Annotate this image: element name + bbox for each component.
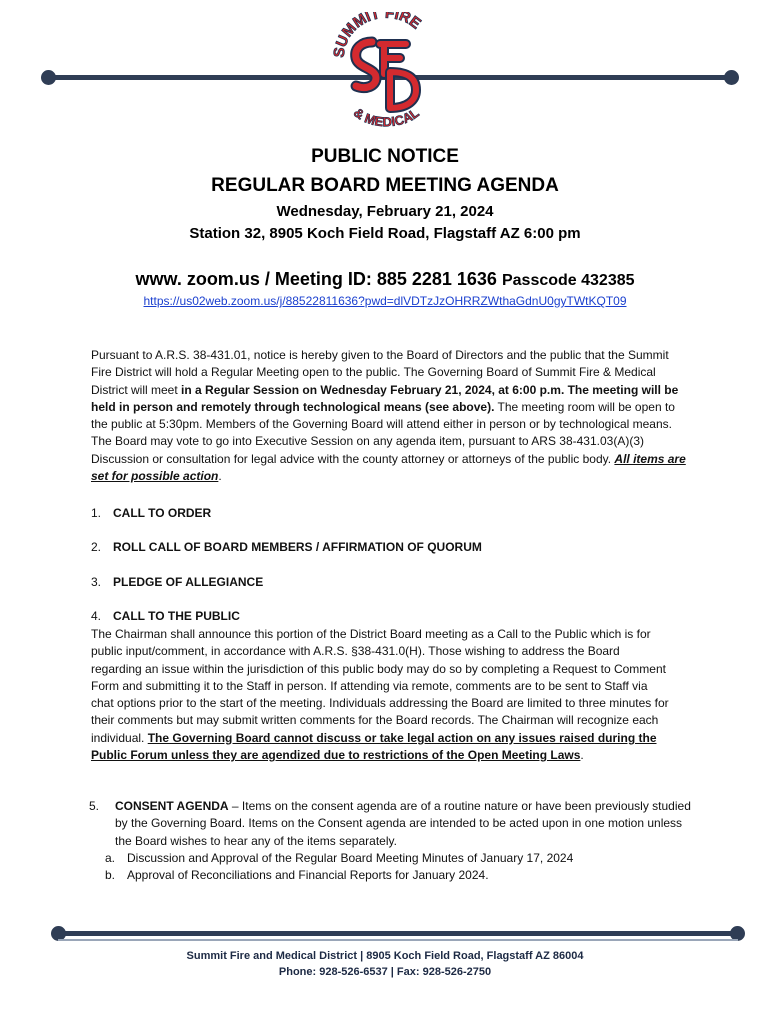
intro-text-2: The meeting room will be open to the public at 5:30pm. Members of the Governing Board will attend either in person or by technological means. The Board may vote to go into Executive Session on any agenda item, pursuant to ARS 38-431.03(A)(3) Discussion or consultation for legal advice with the county attorney or attorneys of the public body. xyxy=(91,399,675,466)
item-number: 1. xyxy=(91,506,102,520)
item-title: PLEDGE OF ALLEGIANCE xyxy=(113,575,264,589)
svg-text:SUMMIT FIRE xyxy=(331,12,424,59)
zoom-link[interactable] xyxy=(0,294,770,308)
logo-arc-top: SUMMIT FIRE xyxy=(330,12,424,59)
zoom-link-text[interactable]: https://us02web.zoom.us/j/88522811636?pwd=dlVDTzJzOHRRZWthaGdnU0gyTWtKQT09 xyxy=(143,294,627,308)
zoom-info xyxy=(0,269,770,290)
consent-description xyxy=(115,798,691,850)
agenda-item xyxy=(91,575,263,589)
divider-underline xyxy=(58,939,738,941)
intro-text: Pursuant to A.R.S. 38-431.01, notice is hereby given to the Board of Directors and the public that the Summit Fire District will hold a Regular Meeting open to the public. The Governing Board of Summit Fire & Medical District will meet xyxy=(91,348,669,397)
agenda-item xyxy=(91,609,240,623)
call-to-public-text xyxy=(91,626,673,764)
subitem-letter: b. xyxy=(105,868,116,883)
agenda-item xyxy=(91,506,211,520)
item-title: ROLL CALL OF BOARD MEMBERS / AFFIRMATION OF QUORUM xyxy=(113,540,482,554)
agenda-item xyxy=(91,540,482,554)
consent-text: – Items on the consent agenda are of a routine nature or have been previously studied by the Governing Board. Items on the Consent agenda are intended to be acted upon in one motion unless the Board wishes to hear any of the items separately. xyxy=(115,799,691,848)
footer-divider xyxy=(58,931,738,936)
consent-title: CONSENT AGENDA xyxy=(115,799,229,813)
subitem-letter: a. xyxy=(105,850,116,865)
zoom-meeting-id: www. zoom.us / Meeting ID: 885 2281 1636 xyxy=(135,269,497,289)
logo-monogram xyxy=(356,42,416,108)
public-call-end: . xyxy=(580,748,584,763)
meeting-location: Station 32, 8905 Koch Field Road, Flagstaff AZ 6:00 pm xyxy=(189,225,581,242)
summit-fire-logo xyxy=(326,12,446,142)
possible-action-note: All items are set for possible action xyxy=(91,451,686,484)
logo-graphic xyxy=(326,12,446,142)
intro-end: . xyxy=(218,469,222,484)
consent-subitem xyxy=(105,850,691,867)
intro-bold: in a Regular Session on Wednesday February 21, 2024, at 6:00 p.m. The meeting will be held in person and remotely through technological means (see above). xyxy=(91,382,679,414)
subitem-text: Discussion and Approval of the Regular Board Meeting Minutes of January 17, 2024 xyxy=(127,850,574,865)
meeting-date: Wednesday, February 21, 2024 xyxy=(276,203,494,220)
consent-subitem xyxy=(105,867,691,884)
zoom-passcode: Passcode 432385 xyxy=(501,272,635,289)
divider-end-dot xyxy=(724,70,739,85)
footer-address: Summit Fire and Medical District | 8905 Koch Field Road, Flagstaff AZ 86004 xyxy=(186,950,584,962)
subitem-text: Approval of Reconciliations and Financial Reports for January 2024. xyxy=(127,868,489,883)
item-number: 5. xyxy=(89,799,100,813)
public-call-restriction: The Governing Board cannot discuss or take legal action on any issues raised during the Public Forum unless they are agendized due to restrictions of the Open Meeting Laws xyxy=(91,730,657,763)
intro-paragraph xyxy=(91,347,687,485)
public-call-body: The Chairman shall announce this portion of the District Board meeting as a Call to the Public which is for public input/comment, in accordance with A.R.S. §38-431.0(H). Those wishing to address the Board regarding an issue within the jurisdiction of this public body may do so by completing a Request to Comment Form and submitting it to the Staff in person. If attending via remote, comments are to be sent to Staff via chat options prior to the start of the meeting. Individuals addressing the Board are limited to three minutes for their comments but may submit written comments for the Board records. The Chairman will recognize each individual. xyxy=(91,627,669,745)
logo-arc-bottom: & MEDICAL xyxy=(350,104,422,130)
agenda-title: REGULAR BOARD MEETING AGENDA xyxy=(211,175,559,196)
notice-title: PUBLIC NOTICE xyxy=(311,146,459,167)
divider-end-dot xyxy=(41,70,56,85)
consent-agenda xyxy=(91,798,691,884)
item-title: CALL TO ORDER xyxy=(113,506,212,520)
item-title: CALL TO THE PUBLIC xyxy=(113,609,240,623)
item-number: 3. xyxy=(91,575,102,589)
item-number: 4. xyxy=(91,609,102,623)
footer-contact: Phone: 928-526-6537 | Fax: 928-526-2750 xyxy=(278,966,492,978)
item-number: 2. xyxy=(91,540,102,554)
